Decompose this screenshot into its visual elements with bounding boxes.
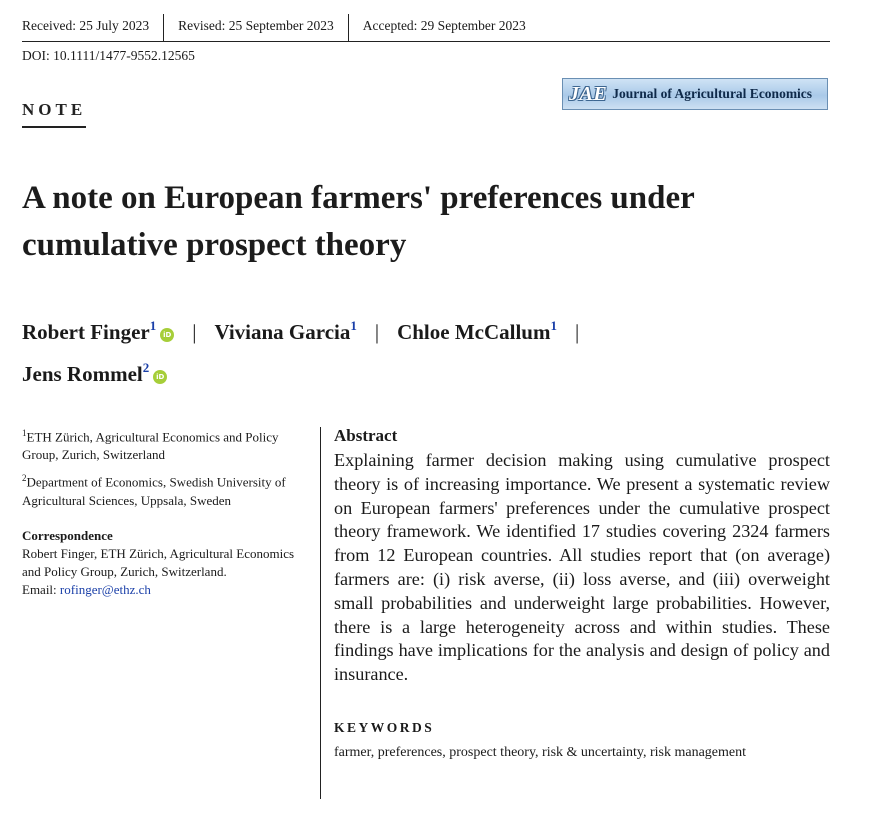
affiliation-marker[interactable]: 1 (149, 318, 157, 333)
keywords-text: farmer, preferences, prospect theory, risk & uncertainty, risk management (334, 744, 747, 760)
journal-name: Journal of Agricultural Economics (612, 86, 813, 101)
affiliation-number: 2 (22, 473, 27, 484)
author-separator: | (192, 320, 197, 344)
article-type: NOTE (22, 100, 86, 128)
author-name[interactable]: Robert Finger (22, 320, 150, 344)
author-name[interactable]: Chloe McCallum (397, 320, 551, 344)
correspondence-email (22, 581, 297, 599)
received-date: Received: 25 July 2023 (22, 18, 150, 33)
orcid-icon[interactable]: iD (160, 328, 174, 342)
orcid-icon[interactable]: iD (153, 370, 167, 384)
doi: DOI: 10.1111/1477-9552.12565 (22, 48, 195, 63)
affiliation-marker[interactable]: 2 (142, 360, 150, 375)
author-name[interactable]: Jens Rommel (22, 362, 143, 386)
journal-logo (562, 78, 828, 110)
keywords-heading: KEYWORDS (334, 719, 435, 735)
author-list (22, 308, 842, 392)
author-separator: | (374, 320, 380, 344)
journal-abbrev: JAE (569, 82, 608, 105)
revised-date: Revised: 25 September 2023 (178, 18, 334, 33)
abstract-heading: Abstract (334, 426, 398, 445)
affiliations-panel (22, 424, 297, 599)
affiliation-number: 1 (22, 428, 27, 438)
paper-title: A note on European farmers' preferences under cumulative prospect theory (22, 180, 695, 263)
abstract-panel (334, 426, 830, 763)
author[interactable] (22, 320, 174, 344)
author[interactable] (397, 320, 557, 344)
correspondence-heading: Correspondence (22, 527, 113, 543)
affiliation-marker[interactable]: 1 (350, 318, 357, 333)
article-dates-bar (22, 14, 830, 42)
author-name[interactable]: Viviana Garcia (214, 320, 351, 344)
affiliation (22, 469, 297, 509)
email-link[interactable]: rofinger@ethz.ch (59, 581, 151, 597)
column-divider (320, 427, 321, 799)
accepted-date: Accepted: 29 September 2023 (362, 18, 526, 33)
affiliation-text: Department of Economics, Swedish University of Agricultural Sciences, Uppsala, Sweden (22, 474, 286, 508)
affiliation (22, 424, 297, 464)
affiliation-text: ETH Zürich, Agricultural Economics and Policy Group, Zurich, Switzerland (22, 429, 279, 463)
author[interactable] (214, 320, 356, 344)
correspondence-address: Robert Finger, ETH Zürich, Agricultural Economics and Policy Group, Zurich, Switzerland. (22, 545, 295, 579)
author[interactable] (22, 362, 167, 386)
author-separator: | (574, 320, 580, 344)
abstract-text: Explaining farmer decision making using cumulative prospect theory is of increasing importance. We present a systematic review on European farmers' preferences under the cumulative prospect theory framework. We identified 17 studies covering 2324 farmers from 12 European countries. All studies report that (on average) farmers are: (i) risk averse, (ii) loss averse, and (iii) overweight small probabilities and underweight large probabilities. However, there is a large heterogeneity across and within studies. These findings have implications for the analysis and design of policy and insurance. (334, 450, 830, 685)
affiliation-marker[interactable]: 1 (550, 318, 557, 333)
email-label: Email: (22, 581, 60, 597)
